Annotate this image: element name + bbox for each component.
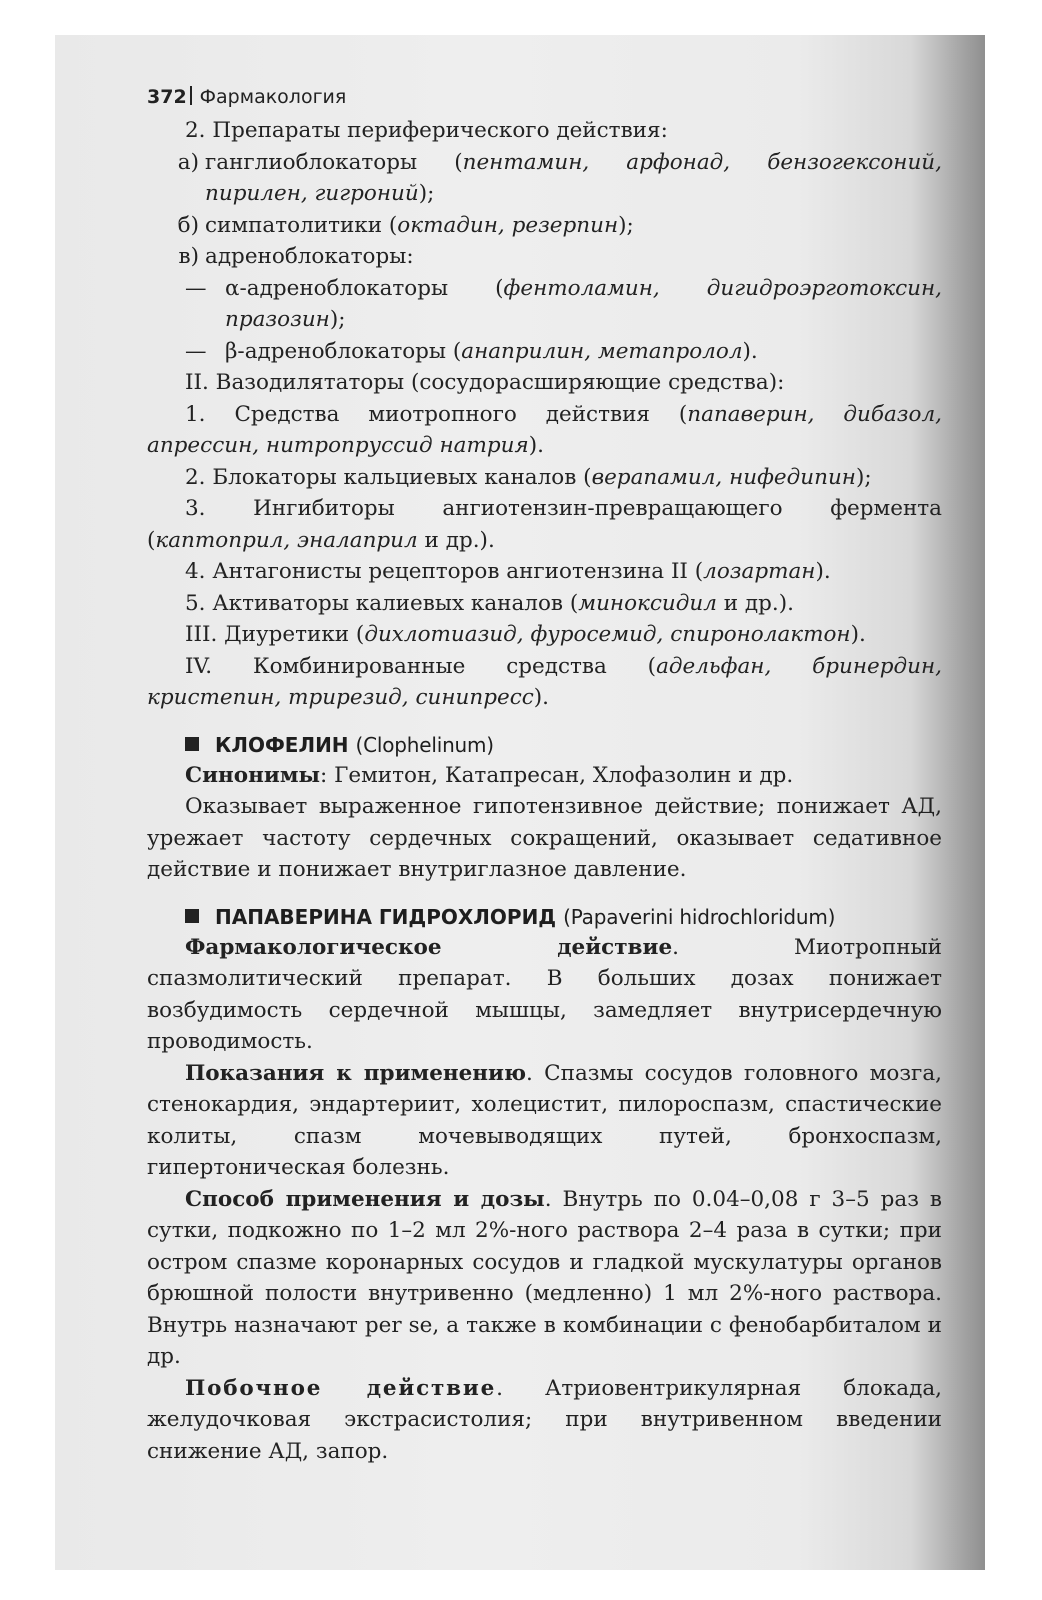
class-II-3: 3. Ингибиторы ангиотензин-превращающего фермента (каптоприл, эналаприл и др.).: [147, 496, 942, 553]
papaverine-heading: ПАПАВЕРИНА ГИДРОХЛОРИД (Papaverini hidrochloridum): [185, 902, 942, 932]
papaverine-side-effects: Побочное действие. Атриовентрикулярная блокада, желудочковая экстрасистолия; при внутривенном введении снижение АД, запор.: [147, 1375, 942, 1464]
class-III: III. Диуретики (дихлотиазид, фуросемид, спиронолактон).: [185, 622, 866, 647]
class-IV: IV. Комбинированные средства (адельфан, бринердин, кристепин, трирезид, синипресс).: [147, 653, 942, 710]
class-line-2: 2. Препараты периферического действия:: [185, 118, 668, 143]
clophelin-synonyms: Синонимы: Гемитон, Катапресан, Хлофазолин и др.: [185, 762, 794, 788]
class-II: II. Вазодилятаторы (сосудорасширяющие средства):: [185, 370, 785, 395]
dash-item-alpha: — α-адреноблокаторы (фентоламин, дигидроэрготоксин, празозин);: [185, 275, 942, 332]
list-item-c: в) адреноблокаторы:: [178, 244, 414, 269]
page-number: 372: [147, 86, 187, 108]
page-content: [147, 83, 942, 1467]
class-II-4: 4. Антагонисты рецепторов ангиотензина II (лозартан).: [185, 559, 831, 584]
dash-item-beta: — β-адреноблокаторы (анаприлин, метапролол).: [185, 338, 758, 364]
class-II-2: 2. Блокаторы кальциевых каналов (верапамил, нифедипин);: [185, 464, 872, 490]
header-divider: [190, 86, 192, 105]
clophelin-description: Оказывает выраженное гипотензивное действие; понижает АД, урежает частоту сердечных сокращений, оказывает седативное действие и понижает внутриглазное давление.: [147, 794, 942, 882]
running-header: [147, 83, 942, 111]
papaverine-indications: Показания к применению. Спазмы сосудов головного мозга, стенокардия, эндартериит, холецистит, пилороспазм, спастические колиты, спазм мочевыводящих путей, бронхоспазм, гипертоническая болезнь.: [147, 1060, 942, 1180]
bullet-square-icon: [185, 737, 199, 751]
section-title: Фармакология: [199, 86, 347, 108]
clophelin-heading: КЛОФЕЛИН (Clophelinum): [185, 730, 942, 760]
papaverine-action: Фармакологическое действие. Миотропный спазмолитический препарат. В больших дозах понижает возбудимость сердечной мышцы, замедляет внутрисердечную проводимость.: [147, 934, 942, 1054]
class-II-1: 1. Средства миотропного действия (папаверин, дибазол, апрессин, нитропруссид натрия).: [147, 401, 942, 458]
bullet-square-icon: [185, 909, 199, 923]
book-page: [55, 35, 985, 1570]
class-II-5: 5. Активаторы калиевых каналов (миноксидил и др.).: [185, 590, 794, 616]
list-item-b: б) симпатолитики (октадин, резерпин);: [177, 212, 634, 238]
papaverine-dosage: Способ применения и дозы. Внутрь по 0.04–0,08 г 3–5 раз в сутки, подкожно по 1–2 мл 2%-ного раствора 2–4 раза в сутки; при остром спазме коронарных сосудов и гладкой мускулатуры органов брюшной полости внутривенно (медленно) 1 мл 2%-ного раствора. Внутрь назначают per se, а также в комбинации с фенобарбиталом и др.: [147, 1186, 943, 1369]
list-item-a: а) ганглиоблокаторы (пентамин, арфонад, бензогексоний, пирилен, гигроний);: [177, 149, 942, 206]
